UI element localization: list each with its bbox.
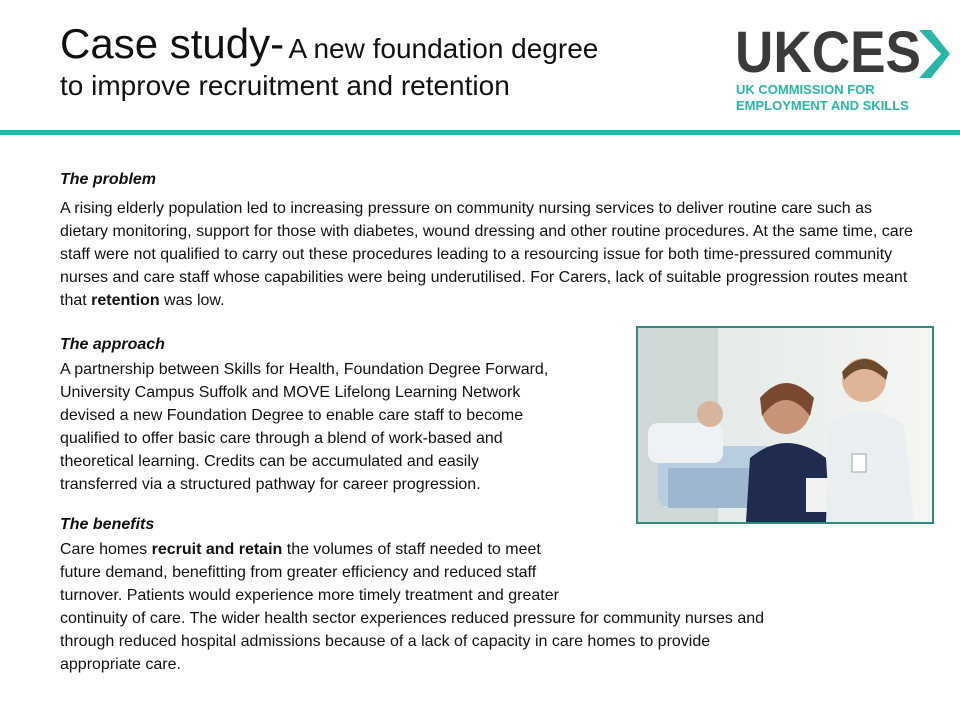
- benefits-text: the volumes of staff needed to meet: [282, 541, 541, 558]
- logo-arrow-icon: [919, 30, 950, 78]
- photo-illustration: [638, 328, 932, 522]
- benefits-line: continuity of care. The wider health sector experiences reduced pressure for community nurses and: [60, 610, 765, 627]
- approach-line: A partnership between Skills for Health, Foundation Degree Forward,: [60, 361, 549, 378]
- benefits-line: appropriate care.: [60, 656, 181, 673]
- approach-line: University Campus Suffolk and MOVE Lifelong Learning Network: [60, 384, 521, 401]
- title-main: Case study-: [60, 20, 285, 67]
- benefits-line: through reduced hospital admissions because of a lack of capacity in care homes to provide: [60, 633, 711, 650]
- benefits-text: Care homes: [60, 541, 152, 558]
- problem-emphasis: retention: [91, 292, 160, 309]
- logo-line1: UK COMMISSION FOR: [736, 82, 875, 97]
- benefits-paragraph: [60, 538, 940, 676]
- benefits-heading: The benefits: [60, 516, 155, 533]
- approach-line: theoretical learning. Credits can be accumulated and easily: [60, 453, 479, 470]
- problem-heading: The problem: [60, 171, 157, 188]
- benefits-emphasis: recruit and retain: [151, 541, 283, 558]
- problem-paragraph: [60, 197, 920, 312]
- problem-text: A rising elderly population led to increasing pressure on community nursing services to deliver routine care such as dietary monitoring, support for those with diabetes, wound dressing and other routine procedures. At the same time, care staff were not qualified to carry out these procedures leading to a resourcing issue for both time-pressured community nurses and care staff whose capabilities were being underutilised. For Carers, lack of suitable progression routes meant that: [60, 200, 913, 309]
- care-staff-photo: [636, 326, 934, 524]
- benefits-line: [60, 538, 940, 561]
- approach-paragraph: [60, 358, 635, 496]
- ukces-logo: [735, 20, 950, 115]
- problem-text-end: was low.: [159, 292, 225, 309]
- title-subtitle-line1: A new foundation degree: [288, 33, 599, 64]
- logo-wordmark: UKCES: [735, 20, 921, 85]
- header-divider: [0, 130, 960, 135]
- benefits-line: future demand, benefitting from greater efficiency and reduced staff: [60, 564, 537, 581]
- title-subtitle-line2: to improve recruitment and retention: [60, 70, 510, 102]
- benefits-line: turnover. Patients would experience more timely treatment and greater: [60, 587, 559, 604]
- logo-line2: EMPLOYMENT AND SKILLS: [736, 98, 909, 113]
- slide-title: [60, 18, 720, 103]
- approach-line: transferred via a structured pathway for career progression.: [60, 476, 481, 493]
- approach-line: devised a new Foundation Degree to enable care staff to become: [60, 407, 524, 424]
- approach-line: qualified to offer basic care through a blend of work-based and: [60, 430, 503, 447]
- approach-heading: The approach: [60, 336, 165, 353]
